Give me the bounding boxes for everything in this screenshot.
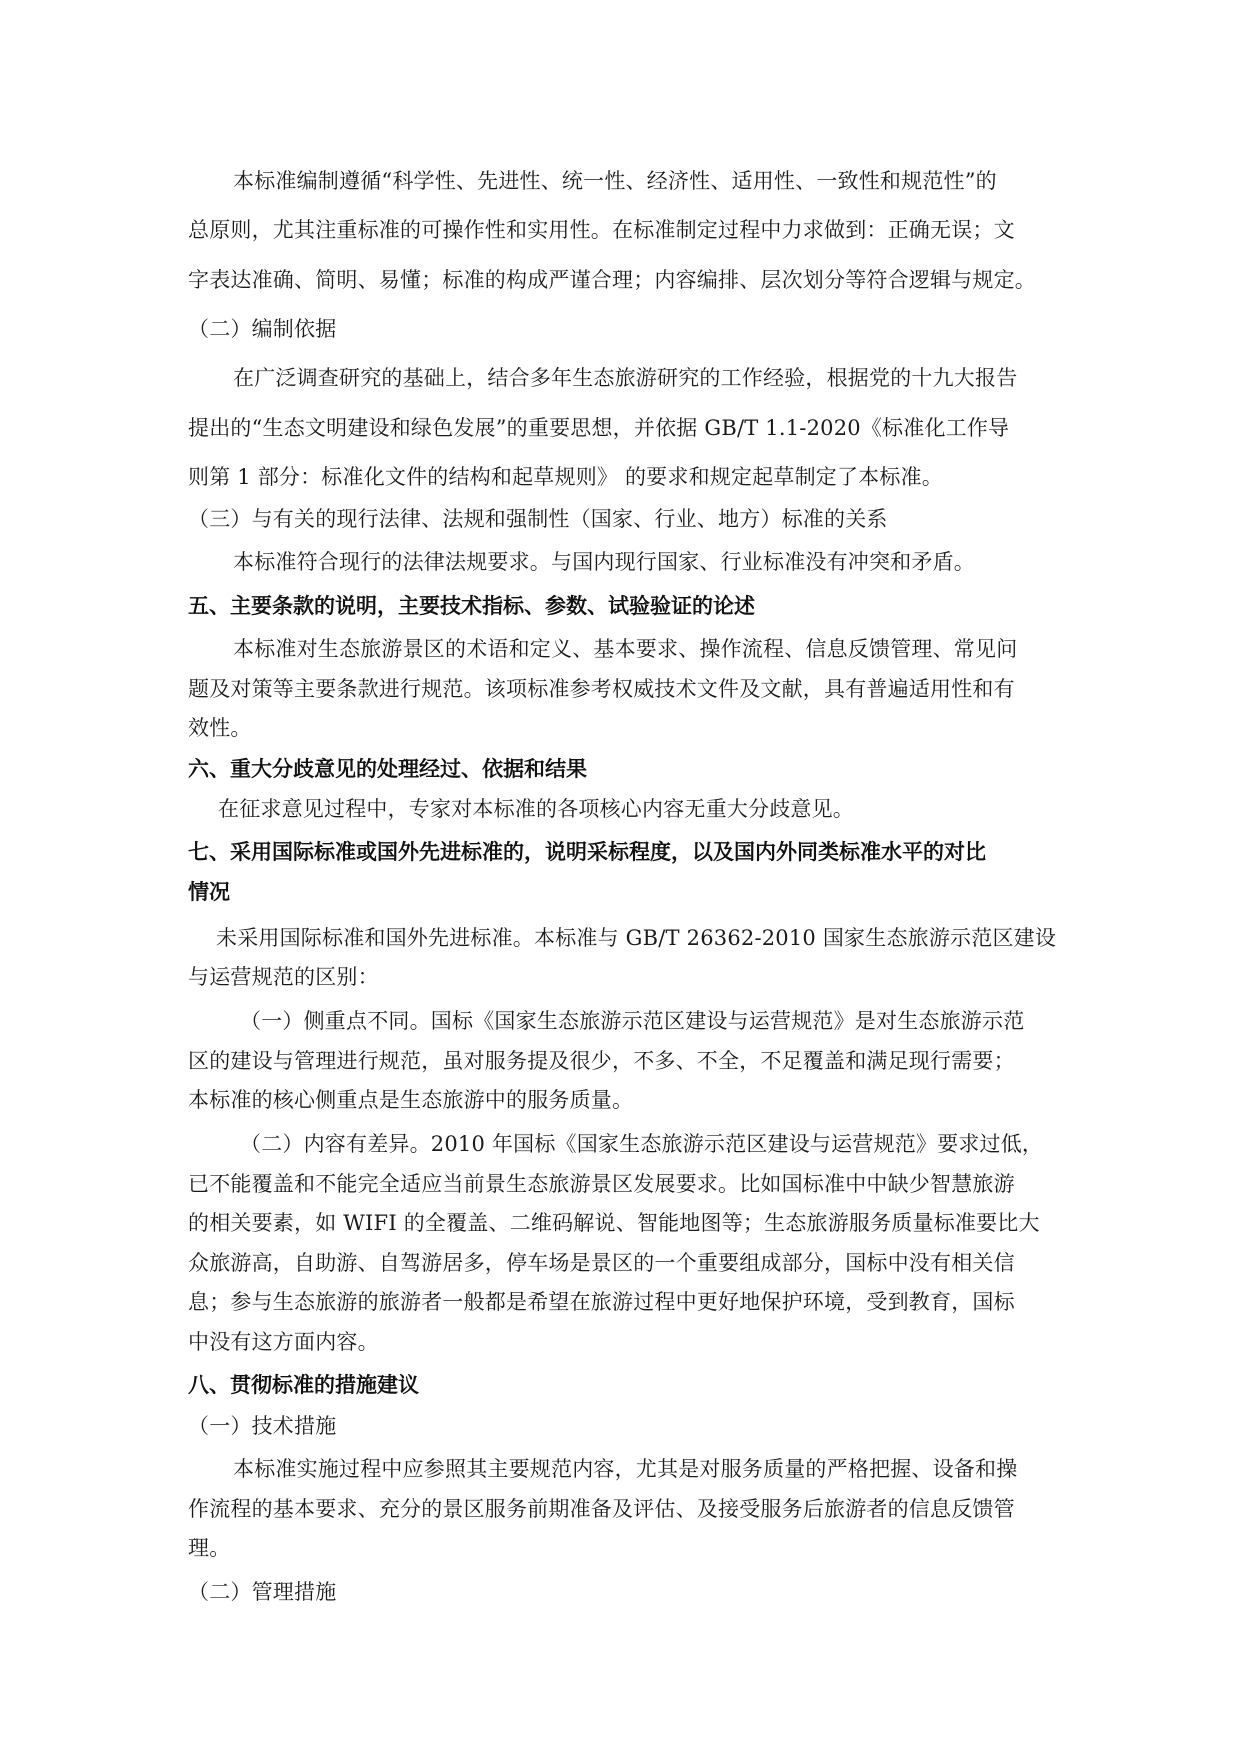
subheading: （三）与有关的现行法律、法规和强制性（国家、行业、地方）标准的关系 xyxy=(188,507,888,531)
section-heading: 六、重大分歧意见的处理经过、依据和结果 xyxy=(188,757,587,781)
section-heading: 八、贯彻标准的措施建议 xyxy=(188,1373,419,1397)
paragraph-line: 与运营规范的区别： xyxy=(188,965,379,989)
paragraph-line: 作流程的基本要求、充分的景区服务前期准备及评估、及接受服务后旅游者的信息反馈管 xyxy=(188,1497,1015,1521)
paragraph-line: 在征求意见过程中，专家对本标准的各项核心内容无重大分歧意见。 xyxy=(218,797,854,821)
section-heading: 情况 xyxy=(188,880,230,904)
subheading: （二）编制依据 xyxy=(188,317,337,341)
paragraph-line: （一）侧重点不同。国标《国家生态旅游示范区建设与运营规范》是对生态旅游示范 xyxy=(240,1009,1025,1033)
paragraph-line: 理。 xyxy=(188,1536,231,1560)
paragraph-line: 效性。 xyxy=(188,716,252,740)
section-heading: 五、主要条款的说明，主要技术指标、参数、试验验证的论述 xyxy=(188,594,755,618)
paragraph-line: 未采用国际标准和国外先进标准。本标准与 GB/T 26362-2010 国家生态旅游示范区建设 xyxy=(216,926,1057,950)
paragraph-line: 提出的“生态文明建设和绿色发展”的重要思想，并依据 GB/T 1.1-2020《标准化工作导 xyxy=(188,416,1010,440)
paragraph-line: 本标准的核心侧重点是生态旅游中的服务质量。 xyxy=(188,1088,634,1112)
paragraph-line: 众旅游高，自助游、自驾游居多，停车场是景区的一个重要组成部分，国标中没有相关信 xyxy=(188,1251,1015,1275)
paragraph-line: 则第 1 部分：标准化文件的结构和起草规则》 的要求和规定起草制定了本标准。 xyxy=(188,465,943,489)
paragraph-line: 已不能覆盖和不能完全适应当前景生态旅游景区发展要求。比如国标准中中缺少智慧旅游 xyxy=(188,1172,1015,1196)
paragraph-line: 总原则，尤其注重标准的可操作性和实用性。在标准制定过程中力求做到：正确无误；文 xyxy=(188,218,1015,242)
paragraph-line: 题及对策等主要条款进行规范。该项标准参考权威技术文件及文献，具有普遍适用性和有 xyxy=(188,677,1015,701)
paragraph-line: 字表达准确、简明、易懂；标准的构成严谨合理；内容编排、层次划分等符合逻辑与规定。 xyxy=(188,268,1036,292)
subheading: （二）管理措施 xyxy=(188,1580,337,1604)
paragraph-line: 本标准对生态旅游景区的术语和定义、基本要求、操作流程、信息反馈管理、常见问 xyxy=(233,637,1018,661)
paragraph-line: 中没有这方面内容。 xyxy=(188,1330,379,1354)
paragraph-line: 息；参与生态旅游的旅游者一般都是希望在旅游过程中更好地保护环境，受到教育，国标 xyxy=(188,1290,1015,1314)
paragraph-line: 的相关要素，如 WIFI 的全覆盖、二维码解说、智能地图等；生态旅游服务质量标准要比大 xyxy=(188,1211,1040,1235)
paragraph-line: 本标准实施过程中应参照其主要规范内容，尤其是对服务质量的严格把握、设备和操 xyxy=(233,1457,1018,1481)
section-heading: 七、采用国际标准或国外先进标准的，说明采标程度，以及国内外同类标准水平的对比 xyxy=(188,840,986,864)
paragraph-line: 本标准编制遵循“科学性、先进性、统一性、经济性、适用性、一致性和规范性”的 xyxy=(233,169,997,193)
paragraph-line: （二）内容有差异。2010 年国标《国家生态旅游示范区建设与运营规范》要求过低， xyxy=(240,1132,1044,1156)
subheading: （一）技术措施 xyxy=(188,1414,337,1438)
paragraph-line: 本标准符合现行的法律法规要求。与国内现行国家、行业标准没有冲突和矛盾。 xyxy=(233,550,975,574)
paragraph-line: 区的建设与管理进行规范，虽对服务提及很少，不多、不全，不足覆盖和满足现行需要； xyxy=(188,1049,1015,1073)
paragraph-line: 在广泛调查研究的基础上，结合多年生态旅游研究的工作经验，根据党的十九大报告 xyxy=(233,366,1018,390)
